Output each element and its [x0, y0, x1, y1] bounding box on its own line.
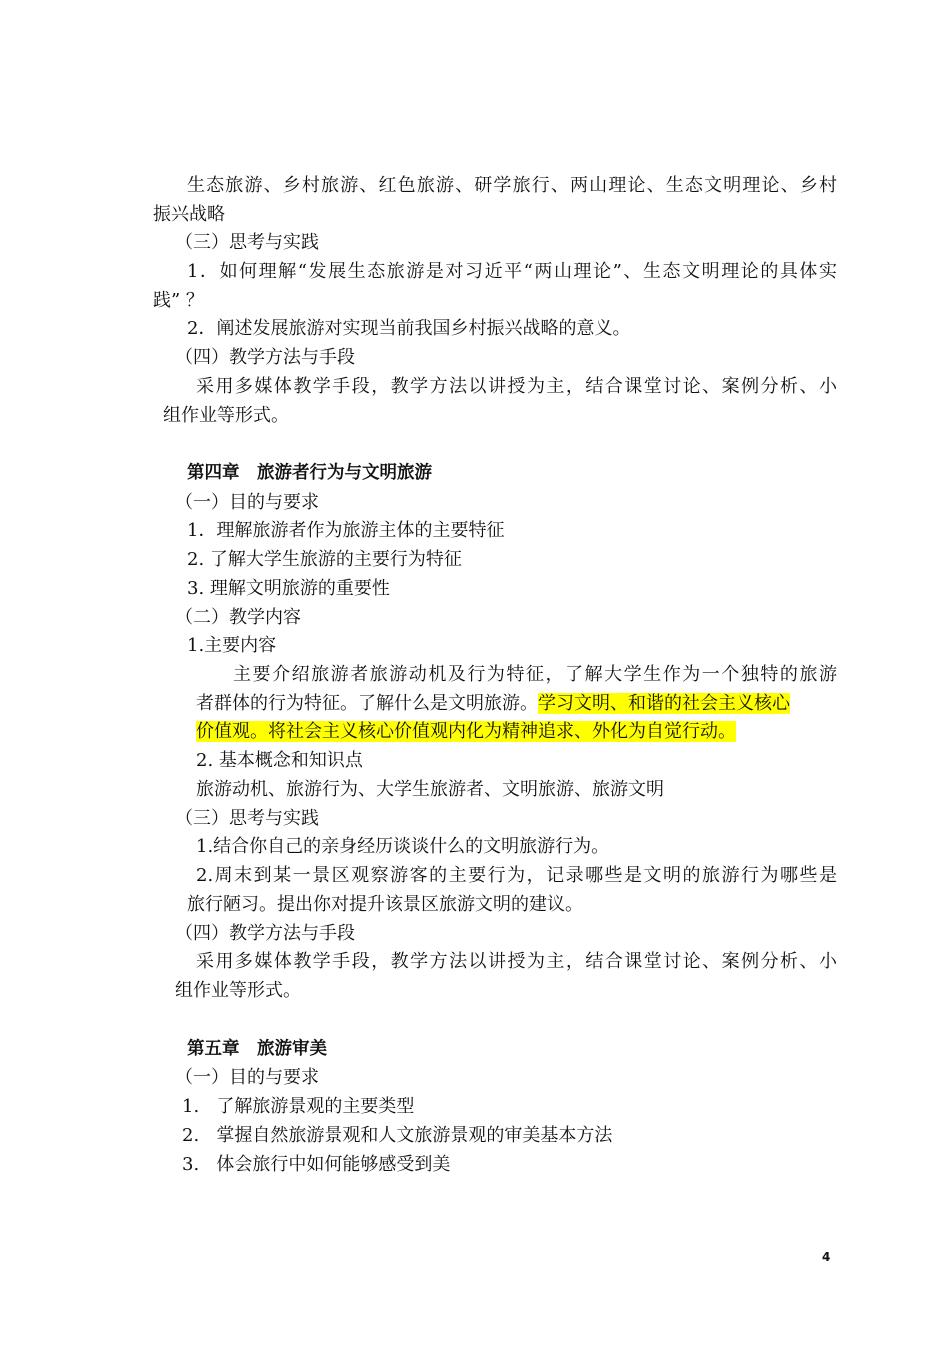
chapter5-title: 第五章 旅游审美	[187, 1039, 327, 1059]
chapter4-content-line2	[196, 689, 790, 718]
chapter4-subsection1-title: 1.主要内容	[187, 635, 277, 656]
page-number: 4	[822, 1250, 831, 1264]
chapter3-section4-title: （四）教学方法与手段	[175, 347, 355, 368]
chapter4-section2-title: （二）教学内容	[175, 607, 301, 628]
chapter3-question1-line2: 践” ？	[153, 290, 204, 311]
chapter4-question2-line2: 旅行陋习。提出你对提升该景区旅游文明的建议。	[187, 894, 583, 915]
chapter3-keywords-line2: 振兴战略	[153, 204, 225, 225]
chapter4-title: 第四章 旅游者行为与文明旅游	[187, 463, 432, 483]
chapter5-goal1: 1. 了解旅游景观的主要类型	[182, 1096, 415, 1117]
chapter4-section4-title: （四）教学方法与手段	[175, 923, 355, 944]
chapter4-section3-title: （三）思考与实践	[175, 808, 319, 829]
content-line2-highlight: 学习文明、和谐的社会主义核心	[538, 693, 790, 714]
chapter5-goal2: 2. 掌握自然旅游景观和人文旅游景观的审美基本方法	[182, 1125, 613, 1146]
chapter4-subsection2-title: 2. 基本概念和知识点	[196, 750, 363, 771]
chapter4-question1: 1.结合你自己的亲身经历谈谈什么的文明旅游行为。	[196, 836, 610, 857]
chapter3-method-line1: 采用多媒体教学手段，教学方法以讲授为主，结合课堂讨论、案例分析、小	[196, 376, 837, 397]
chapter5-section1-title: （一）目的与要求	[175, 1067, 319, 1088]
chapter3-question2: 2．阐述发展旅游对实现当前我国乡村振兴战略的意义。	[187, 318, 631, 339]
chapter4-method-line2: 组作业等形式。	[175, 980, 301, 1001]
chapter4-goal1: 1．理解旅游者作为旅游主体的主要特征	[187, 520, 505, 541]
chapter3-section3-title: （三）思考与实践	[175, 232, 319, 253]
chapter4-goal3: 3. 理解文明旅游的重要性	[187, 578, 390, 599]
chapter5-goal3: 3. 体会旅行中如何能够感受到美	[182, 1154, 451, 1175]
chapter4-concepts: 旅游动机、旅游行为、大学生旅游者、文明旅游、旅游文明	[196, 779, 664, 800]
chapter4-content-line3	[196, 717, 736, 746]
content-line2-plain: 者群体的行为特征。了解什么是文明旅游。	[196, 693, 538, 714]
chapter4-question2-line1: 2.周末到某一景区观察游客的主要行为，记录哪些是文明的旅游行为哪些是	[196, 865, 837, 886]
chapter4-section1-title: （一）目的与要求	[175, 492, 319, 513]
chapter4-method-line1: 采用多媒体教学手段，教学方法以讲授为主，结合课堂讨论、案例分析、小	[196, 951, 837, 972]
chapter3-method-line2: 组作业等形式。	[163, 405, 289, 426]
chapter4-content-line1: 主要介绍旅游者旅游动机及行为特征，了解大学生作为一个独特的旅游	[233, 664, 837, 685]
chapter3-question1-line1: 1．如何理解“发展生态旅游是对习近平“两山理论”、生态文明理论的具体实	[187, 261, 837, 282]
chapter4-goal2: 2. 了解大学生旅游的主要行为特征	[187, 549, 462, 570]
chapter3-keywords-line1: 生态旅游、乡村旅游、红色旅游、研学旅行、两山理论、生态文明理论、乡村	[187, 175, 837, 196]
content-line3-highlight: 价值观。将社会主义核心价值观内化为精神追求、外化为自觉行动。	[196, 721, 736, 742]
